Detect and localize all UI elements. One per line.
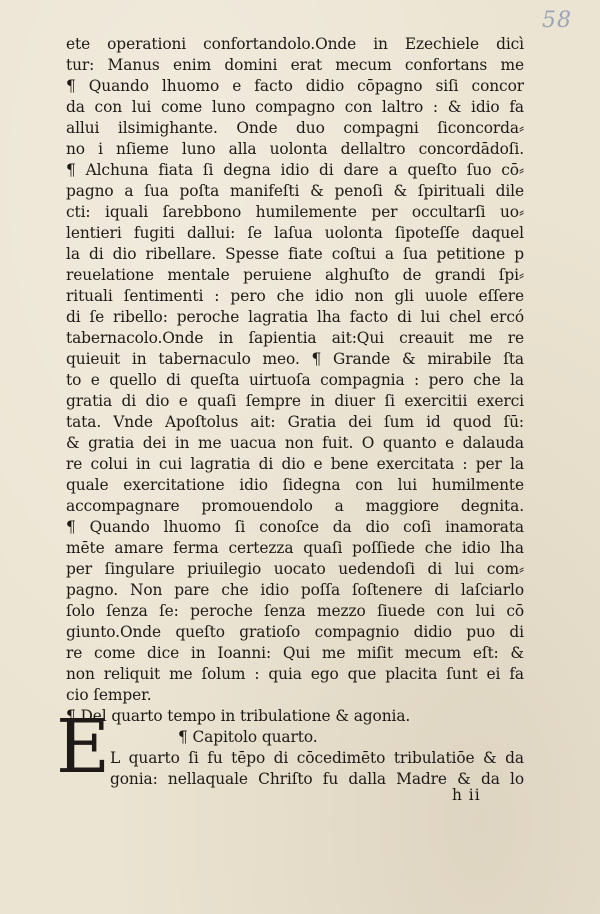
text-line: pagno. Non pare che idio poſſa ſoſtenere di laſciarlo bbox=[66, 581, 524, 599]
text-line: ſolo ſenza ſe: peroche ſenza mezzo ſiuede con lui cō bbox=[66, 602, 524, 620]
text-line: L quarto ſi fu tēpo di cōcedimēto tribulatiōe & da bbox=[110, 749, 524, 767]
folio-number: 58 bbox=[542, 8, 572, 33]
text-line: cti: iquali ſarebbono humilemente per occultarſi uo⸗ bbox=[66, 203, 524, 221]
text-line: la di dio ribellare. Spesse fiate coſtui a ſua petitione p bbox=[66, 245, 524, 263]
drop-cap-initial bbox=[56, 704, 111, 790]
text-line: gratia di dio e quaſi ſempre in diuer ſi exercitii exerci bbox=[66, 392, 524, 410]
text-line: ¶ Quando lhuomo e facto didio cōpagno siſi concor bbox=[66, 77, 524, 95]
text-line: non reliquit me ſolum : quia ego que placita ſunt ei fa bbox=[66, 665, 524, 683]
text-line: ¶ Quando lhuomo ſi conoſce da dio coſi inamorata bbox=[66, 518, 524, 536]
main-text-block bbox=[66, 34, 524, 790]
text-line: per ſingulare priuilegio uocato uedendoſi di lui com⸗ bbox=[66, 560, 524, 578]
text-line: allui ilsimighante. Onde duo compagni ſiconcorda⸗ bbox=[66, 119, 524, 137]
signature-mark: h ii bbox=[452, 786, 481, 804]
text-line: accompagnare promouendolo a maggiore degnita. bbox=[66, 497, 524, 515]
text-line: pagno a ſua poſta manifeſti & penoſi & ſpirituali dile bbox=[66, 182, 524, 200]
text-line: ete operationi confortandolo.Onde in Ezechiele dicì bbox=[66, 35, 524, 53]
text-line: ¶ Alchuna fiata ſi degna idio di dare a queſto ſuo cō⸗ bbox=[66, 161, 524, 179]
text-line: re colui in cui lagratia di dio e bene exercitata : per la bbox=[66, 455, 524, 473]
drop-cap-letter: E bbox=[56, 704, 111, 790]
text-line: di ſe ribello: peroche lagratia lha facto di lui chel ercó bbox=[66, 308, 524, 326]
text-line: quieuit in tabernaculo meo. ¶ Grande & mirabile ſta bbox=[66, 350, 524, 368]
text-line: quale exercitatione idio ſidegna con lui humilmente bbox=[66, 476, 524, 494]
text-line: tur: Manus enim domini erat mecum confortans me bbox=[66, 56, 524, 74]
text-line: rituali ſentimenti : pero che idio non gli uuole eſſere bbox=[66, 287, 524, 305]
text-line: gonia: nellaquale Chriſto fu dalla Madre & da lo bbox=[110, 770, 524, 788]
text-line: cio ſemper. bbox=[66, 686, 152, 704]
text-line: da con lui come luno compagno con laltro : & idio fa bbox=[66, 98, 524, 116]
text-line: re come dice in Ioanni: Qui me miſit mecum eſt: & bbox=[66, 644, 524, 662]
text-line: giunto.Onde queſto gratioſo compagnio didio puo di bbox=[66, 623, 524, 641]
text-line: no i nſieme luno alla uolonta dellaltro concordādoſi. bbox=[66, 140, 524, 158]
chapter-heading: ¶ Del quarto tempo in tribulatione & agonia. bbox=[66, 707, 411, 725]
text-line: reuelatione mentale peruiene alghuſto de grandi ſpi⸗ bbox=[66, 266, 524, 284]
text-line: & gratia dei in me uacua non fuit. O quanto e dalauda bbox=[66, 434, 524, 452]
text-line: tata. Vnde Apoſtolus ait: Gratia dei ſum id quod ſū: bbox=[66, 413, 524, 431]
chapter-number: ¶ Capitolo quarto. bbox=[178, 728, 318, 746]
text-line: mēte amare ferma certezza quaſi poſſiede che idio lha bbox=[66, 539, 524, 557]
text-line: tabernacolo.Onde in ſapientia ait:Qui creauit me re bbox=[66, 329, 524, 347]
text-line: lentieri fugiti dallui: ſe laſua uolonta ſipoteſſe daquel bbox=[66, 224, 524, 242]
text-line: to e quello di queſta uirtuoſa compagnia : pero che la bbox=[66, 371, 524, 389]
